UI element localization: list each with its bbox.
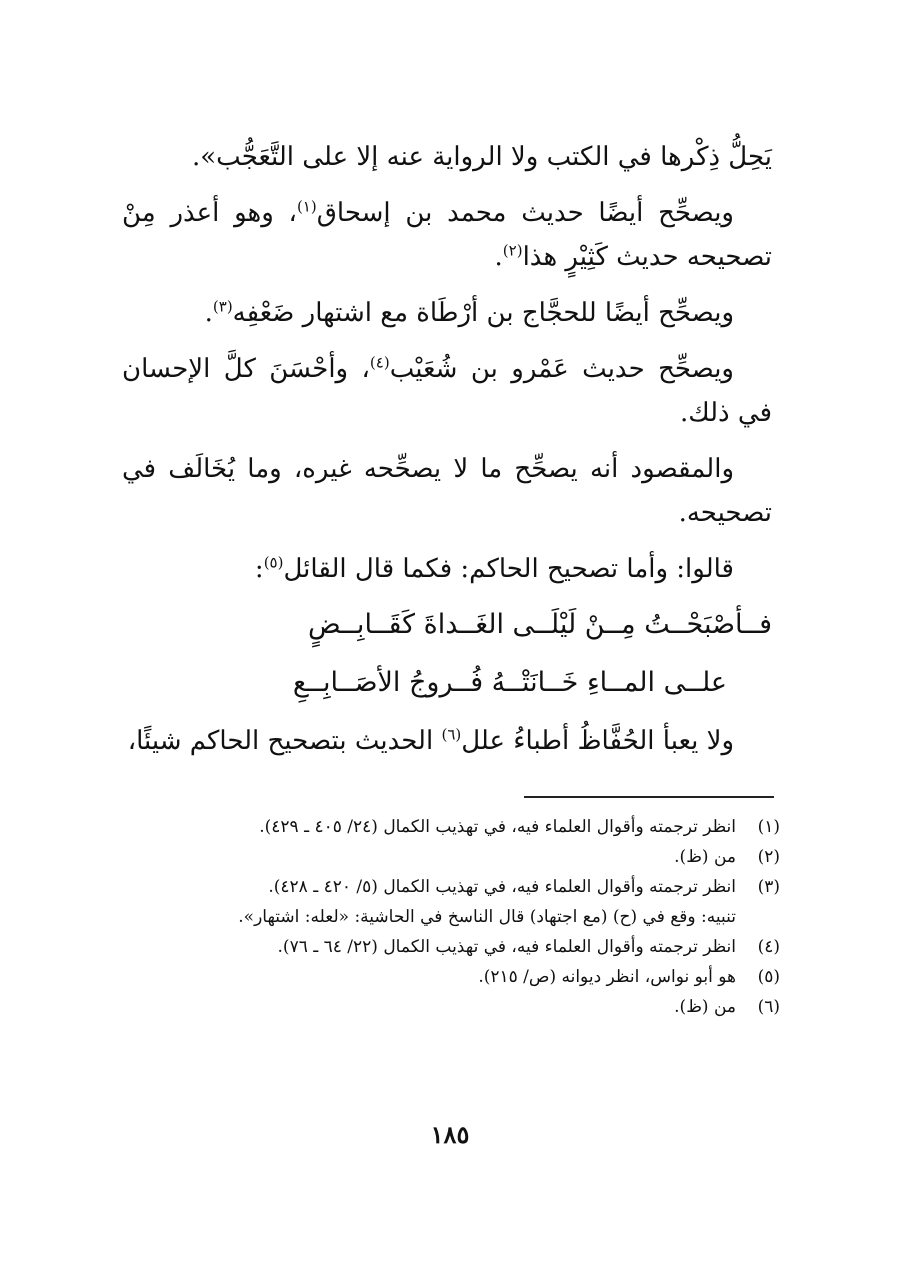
footnote-ref-2[interactable]: (٢) [502,241,523,260]
paragraph-7-text-b: الحديث بتصحيح الحاكم شيئًا، [127,726,442,756]
footnote-number: (٥) [757,967,780,987]
paragraph-4 [122,347,772,435]
paragraph-2-text-b: ، وهو أعذر مِنْ تصحيحه حديث كَثِيْرٍ هذا [122,198,772,272]
paragraph-6 [122,547,772,591]
footnote-4 [120,934,780,961]
footnote-ref-6[interactable]: (٦) [441,725,462,744]
paragraph-2-text-a: ويصحِّح أيضًا حديث محمد بن إسحاق [316,198,734,228]
paragraph-5-text: والمقصود أنه يصحِّح ما لا يصحِّحه غيره، وما يُخَالَف في تصحيحه. [122,454,772,528]
footnote-1 [120,814,780,841]
footnote-text: من (ظ). [674,847,736,867]
footnote-number: (٤) [757,937,780,957]
footnote-6 [120,994,780,1021]
poem-verse-1: فــأصْبَحْــتُ مِــنْ لَيْلَــى الغَــداةَ كَقَــابِــضٍ [308,609,772,640]
footnote-number: (٢) [757,847,780,867]
paragraph-6-text-b: : [254,554,264,584]
footnote-ref-3[interactable]: (٣) [212,297,233,316]
footnote-number: (١) [757,817,780,837]
paragraph-1-text: يَحِلُّ ذِكْرها في الكتب ولا الرواية عنه إلا على التَّعَجُّب». [192,142,772,172]
footnote-2 [120,844,780,871]
footnote-separator [524,796,774,798]
footnote-text: انظر ترجمته وأقوال العلماء فيه، في تهذيب الكمال (٥/ ٤٢٠ ـ ٤٢٨). [268,877,736,897]
paragraph-3-text-a: ويصحِّح أيضًا للحجَّاج بن أرْطَاة مع اشتهار ضَعْفِه [232,298,734,328]
paragraph-5 [122,447,772,535]
paragraph-4-text-a: ويصحِّح حديث عَمْرو بن شُعَيْب [389,354,734,384]
paragraph-7-text-a: ولا يعبأ الحُفَّاظُ أطباءُ علل [461,726,734,756]
paragraph-7 [122,719,772,763]
paragraph-2-text-c: . [494,242,503,272]
paragraph-3 [122,291,772,335]
page-number: ١٨٥ [430,1120,470,1149]
paragraph-6-text-a: قالوا: وأما تصحيح الحاكم: فكما قال القائل [283,554,734,584]
footnote-3-note: تنبيه: وقع في (ح) (مع اجتهاد) قال الناسخ في الحاشية: «لعله: اشتهار». [238,907,736,927]
poem-verse-2: علــى المــاءِ خَــانَتْــهُ فُــروجُ الأصَــابِــعِ [292,667,727,698]
footnote-text: انظر ترجمته وأقوال العلماء فيه، في تهذيب الكمال (٢٤/ ٤٠٥ ـ ٤٢٩). [259,817,736,837]
footnote-ref-4[interactable]: (٤) [369,353,390,372]
paragraph-3-text-b: . [204,298,213,328]
footnote-number: (٦) [757,997,780,1017]
footnote-text: هو أبو نواس، انظر ديوانه (ص/ ٢١٥). [478,967,736,987]
footnote-text: انظر ترجمته وأقوال العلماء فيه، في تهذيب الكمال (٢٢/ ٦٤ ـ ٧٦). [277,937,736,957]
footnote-number: (٣) [757,877,780,897]
footnote-ref-1[interactable]: (١) [296,197,317,216]
main-text [122,135,772,775]
paragraph-1 [122,135,772,179]
footnote-3 [120,874,780,901]
footnote-5 [120,964,780,991]
footnotes [120,814,780,1024]
footnote-ref-5[interactable]: (٥) [263,553,284,572]
paragraph-4-text-b: ، وأحْسَنَ كلَّ الإحسان في ذلك. [122,354,772,428]
paragraph-2 [122,191,772,279]
footnote-text: من (ظ). [674,997,736,1017]
